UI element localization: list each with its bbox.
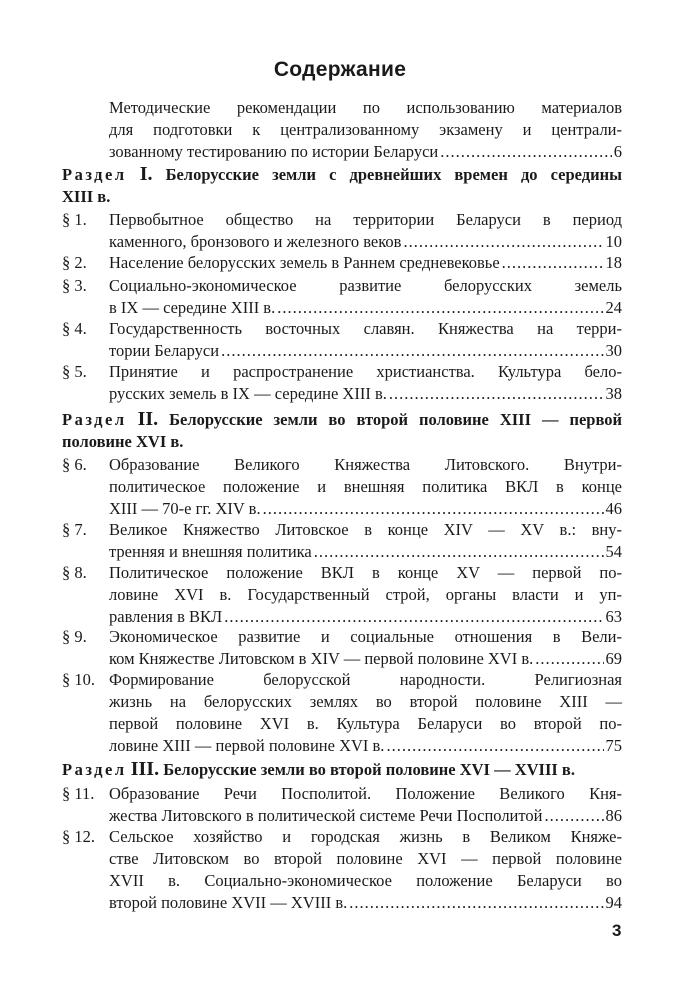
toc-line: Сельское хозяйство и городская жизнь в Великом Княже- [109,827,622,846]
toc-line-text: в IX — середине XIII в. [109,298,276,317]
toc-page-number: 10 [605,232,622,251]
toc-page-number: 18 [605,253,622,272]
paragraph-number: § 1. [62,210,87,229]
dot-leader [263,498,604,520]
toc-intro-entry[interactable] [109,97,622,163]
section-heading-line [62,186,622,208]
dot-leader [277,297,603,319]
section-heading-line [62,163,622,186]
page-number: 3 [612,921,622,940]
toc-line: Методические рекомендации по использованию материалов [109,98,622,117]
section-heading-1 [62,163,622,208]
dot-leader [535,648,603,670]
paragraph-number: § 5. [62,362,87,381]
toc-line: Формирование белорусской народности. Религиозная [109,670,622,689]
section-heading-line [62,431,622,453]
toc-page-number: 54 [605,542,622,561]
toc-line: жизнь на белорусских землях во второй половине XIII — [109,692,622,711]
toc-line: Принятие и распространение христианства. Культура бело- [109,362,622,381]
section-number: I. [139,163,153,185]
toc-page-number: 24 [605,298,622,317]
toc-line-last [109,383,622,405]
section-word: Раздел [62,760,127,779]
section-title: Белорусские земли во второй половине XIII — первой [169,410,623,429]
toc-line-text: ловине XIII — первой половине XVI в. [109,736,385,755]
toc-line-last [109,340,622,362]
dot-leader [403,231,603,253]
toc-line-last [109,648,622,670]
toc-line: Социально-экономическое развитие белорусских земель [109,276,622,295]
paragraph-number: § 10. [62,670,95,689]
dot-leader [314,541,604,563]
section-heading-line [62,408,622,431]
toc-line-text: зованному тестированию по истории Беларуси [109,142,439,161]
paragraph-number: § 6. [62,455,87,474]
section-word: Раздел [62,410,127,429]
paragraph-number: § 8. [62,563,87,582]
toc-line-text: жества Литовского в политической системе Речи Посполитой [109,806,543,825]
toc-line: Политическое положение ВКЛ в конце XV — первой по- [109,563,622,582]
paragraph-number: § 9. [62,627,87,646]
toc-line: Образование Великого Княжества Литовского. Внутри- [109,455,622,474]
section-heading-3 [62,758,622,781]
toc-line-text: Население белорусских земель в Раннем средневековье [109,253,500,272]
paragraph-number: § 11. [62,784,95,803]
section-number: III. [130,758,160,780]
paragraph-number: § 7. [62,520,87,539]
toc-line-text: ком Княжестве Литовском в XIV — первой половине XVI в. [109,649,534,668]
dot-leader [389,383,604,405]
section-title: Белорусские земли с древнейших времен до середины [165,165,623,184]
dot-leader [440,141,612,163]
section-heading-2 [62,408,622,453]
toc-line-text: тории Беларуси [109,341,220,360]
toc-line: Государственность восточных славян. Княжества на терри- [109,319,622,338]
dot-leader [502,252,604,274]
toc-line: Великое Княжество Литовское в конце XIV — XV в.: вну- [109,520,622,539]
dot-leader [386,735,603,757]
toc-line: Образование Речи Посполитой. Положение Великого Кня- [109,784,622,803]
toc-line: Первобытное общество на территории Беларуси в период [109,210,622,229]
toc-line: ловине XVI в. Государственный строй, органы власти и уп- [109,585,622,604]
paragraph-number: § 12. [62,827,95,846]
toc-line: Экономическое развитие и социальные отношения в Вели- [109,627,622,646]
toc-line-text: каменного, бронзового и железного веков [109,232,402,251]
toc-page-number: 63 [605,607,622,626]
paragraph-number: § 2. [62,253,87,272]
toc-line-last [109,297,622,319]
section-word: Раздел [62,165,127,184]
toc-page-number: 30 [605,341,622,360]
toc-page-number: 86 [605,806,622,825]
dot-leader [544,805,603,827]
dot-leader [349,892,603,914]
toc-line: XVII в. Социально-экономическое положение Беларуси во [109,871,622,890]
toc-line-last [109,252,622,274]
toc-line-last [109,805,622,827]
toc-line: для подготовки к централизованному экзамену и централи- [109,120,622,139]
page-title: Содержание [273,58,407,81]
toc-line-last [109,892,622,914]
section-number: II. [137,408,159,430]
toc-line-text: тренняя и внешняя политика [109,542,312,561]
toc-line-text: русских земель в IX — середине XIII в. [109,384,387,403]
toc-page-number: 46 [605,499,622,518]
toc-line-text: второй половине XVII — XVIII в. [109,893,348,912]
toc-line-last [109,541,622,563]
toc-page-number: 94 [605,893,622,912]
paragraph-number: § 3. [62,276,87,295]
dot-leader [224,606,603,628]
toc-page-number: 6 [613,142,622,161]
toc-line-text: равления в ВКЛ [109,607,223,626]
toc-line: стве Литовском во второй половине XVI — первой половине [109,849,622,868]
toc-line-last [109,498,622,520]
toc-line: политическое положение и внешняя политика ВКЛ в конце [109,477,622,496]
toc-page-number: 69 [605,649,622,668]
toc-line-last [109,231,622,253]
toc-page-number: 75 [605,736,622,755]
toc-line-last [109,606,622,628]
paragraph-number: § 4. [62,319,87,338]
dot-leader [221,340,603,362]
toc-line: первой половине XVI в. Культура Беларуси во второй по- [109,714,622,733]
toc-line-last [109,735,622,757]
section-title: XIII в. [62,187,111,206]
section-title: Белорусские земли во второй половине XVI — XVIII в. [163,760,575,779]
toc-page-number: 38 [605,384,622,403]
toc-line-last [109,141,622,163]
toc-line-text: XIII — 70-е гг. XIV в. [109,499,261,518]
section-title: половине XVI в. [62,432,184,451]
section-heading-line [62,758,622,781]
